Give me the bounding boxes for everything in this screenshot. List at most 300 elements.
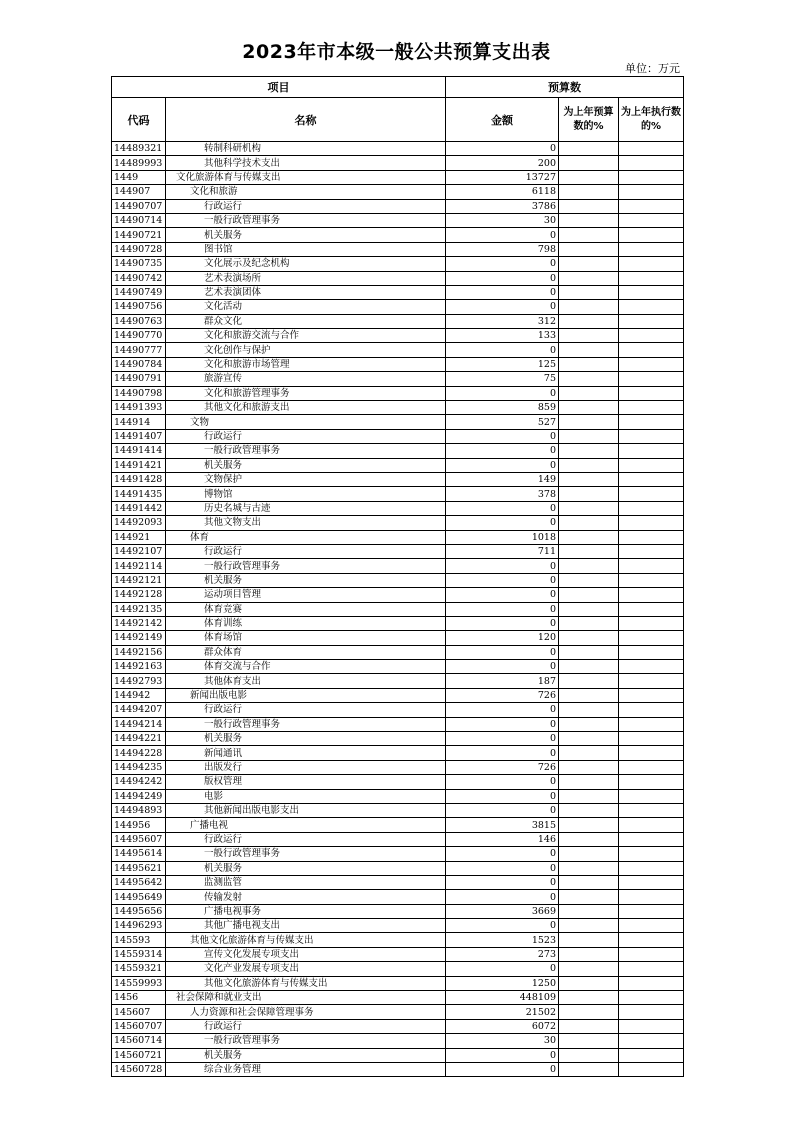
row-pct-budget xyxy=(559,976,619,990)
row-pct-exec xyxy=(619,674,684,688)
table-row xyxy=(112,1048,684,1062)
row-pct-exec xyxy=(619,703,684,717)
row-pct-budget xyxy=(559,933,619,947)
row-name: 行政运行 xyxy=(166,429,446,443)
row-name: 人力资源和社会保障管理事务 xyxy=(166,1005,446,1019)
row-name: 历史名城与古迹 xyxy=(166,501,446,515)
row-amount: 6118 xyxy=(446,185,559,199)
row-amount: 0 xyxy=(446,444,559,458)
table-row xyxy=(112,890,684,904)
row-code: 14490756 xyxy=(112,300,166,314)
table-row xyxy=(112,573,684,587)
row-amount: 200 xyxy=(446,156,559,170)
table-row xyxy=(112,660,684,674)
table-row xyxy=(112,947,684,961)
project-header: 项目 xyxy=(112,77,446,98)
table-row xyxy=(112,501,684,515)
row-amount: 1523 xyxy=(446,933,559,947)
row-pct-budget xyxy=(559,660,619,674)
row-pct-budget xyxy=(559,142,619,156)
row-code: 14560721 xyxy=(112,1048,166,1062)
row-amount: 0 xyxy=(446,861,559,875)
row-code: 14495614 xyxy=(112,847,166,861)
row-pct-exec xyxy=(619,142,684,156)
row-name: 体育训练 xyxy=(166,616,446,630)
table-row xyxy=(112,760,684,774)
row-pct-budget xyxy=(559,861,619,875)
row-code: 14490707 xyxy=(112,199,166,213)
row-pct-exec xyxy=(619,875,684,889)
table-row xyxy=(112,717,684,731)
row-name: 文化旅游体育与传媒支出 xyxy=(166,170,446,184)
table-row xyxy=(112,616,684,630)
row-name: 文化展示及纪念机构 xyxy=(166,257,446,271)
row-name: 其他科学技术支出 xyxy=(166,156,446,170)
row-pct-exec xyxy=(619,357,684,371)
table-row xyxy=(112,832,684,846)
row-amount: 273 xyxy=(446,947,559,961)
row-code: 14494242 xyxy=(112,775,166,789)
row-pct-budget xyxy=(559,890,619,904)
row-code: 14489993 xyxy=(112,156,166,170)
row-pct-budget xyxy=(559,228,619,242)
amount-header: 金额 xyxy=(446,98,559,142)
table-row xyxy=(112,257,684,271)
row-pct-exec xyxy=(619,372,684,386)
row-code: 14490742 xyxy=(112,271,166,285)
row-amount: 146 xyxy=(446,832,559,846)
row-pct-budget xyxy=(559,717,619,731)
table-row xyxy=(112,703,684,717)
row-amount: 0 xyxy=(446,271,559,285)
table-row xyxy=(112,746,684,760)
row-name: 监测监管 xyxy=(166,875,446,889)
row-pct-exec xyxy=(619,257,684,271)
row-code: 1456 xyxy=(112,991,166,1005)
table-row xyxy=(112,588,684,602)
row-pct-exec xyxy=(619,458,684,472)
row-pct-exec xyxy=(619,1005,684,1019)
table-row xyxy=(112,156,684,170)
table-header xyxy=(112,77,684,142)
row-code: 14495621 xyxy=(112,861,166,875)
table-row xyxy=(112,170,684,184)
row-pct-exec xyxy=(619,602,684,616)
row-amount: 0 xyxy=(446,343,559,357)
row-pct-budget xyxy=(559,904,619,918)
row-code: 14494893 xyxy=(112,803,166,817)
row-pct-budget xyxy=(559,487,619,501)
row-amount: 3815 xyxy=(446,818,559,832)
table-row xyxy=(112,789,684,803)
table-row xyxy=(112,818,684,832)
row-pct-exec xyxy=(619,314,684,328)
row-code: 144942 xyxy=(112,688,166,702)
row-name: 转制科研机构 xyxy=(166,142,446,156)
row-code: 14495642 xyxy=(112,875,166,889)
row-amount: 0 xyxy=(446,602,559,616)
row-pct-exec xyxy=(619,631,684,645)
row-amount: 0 xyxy=(446,803,559,817)
table-row xyxy=(112,429,684,443)
row-amount: 0 xyxy=(446,875,559,889)
row-pct-budget xyxy=(559,458,619,472)
row-amount: 0 xyxy=(446,703,559,717)
pct-exec-header: 为上年执行数的% xyxy=(619,98,684,142)
row-pct-budget xyxy=(559,875,619,889)
row-pct-budget xyxy=(559,415,619,429)
row-pct-budget xyxy=(559,401,619,415)
row-amount: 30 xyxy=(446,1034,559,1048)
row-name: 群众文化 xyxy=(166,314,446,328)
table-row xyxy=(112,904,684,918)
row-code: 14492142 xyxy=(112,616,166,630)
table-row xyxy=(112,372,684,386)
row-amount: 120 xyxy=(446,631,559,645)
table-row xyxy=(112,300,684,314)
row-amount: 0 xyxy=(446,142,559,156)
row-amount: 149 xyxy=(446,472,559,486)
row-amount: 187 xyxy=(446,674,559,688)
row-amount: 30 xyxy=(446,213,559,227)
row-pct-exec xyxy=(619,170,684,184)
row-name: 行政运行 xyxy=(166,199,446,213)
row-pct-budget xyxy=(559,285,619,299)
table-row xyxy=(112,185,684,199)
table-row xyxy=(112,688,684,702)
table-row xyxy=(112,271,684,285)
row-amount: 6072 xyxy=(446,1019,559,1033)
row-name: 文化活动 xyxy=(166,300,446,314)
row-name: 文物保护 xyxy=(166,472,446,486)
row-name: 体育场馆 xyxy=(166,631,446,645)
table-row xyxy=(112,847,684,861)
table-row xyxy=(112,732,684,746)
row-code: 14490721 xyxy=(112,228,166,242)
row-pct-budget xyxy=(559,818,619,832)
row-pct-budget xyxy=(559,156,619,170)
row-pct-exec xyxy=(619,386,684,400)
table-row xyxy=(112,875,684,889)
row-code: 1449 xyxy=(112,170,166,184)
row-name: 综合业务管理 xyxy=(166,1063,446,1077)
row-amount: 0 xyxy=(446,588,559,602)
row-code: 14492149 xyxy=(112,631,166,645)
row-pct-budget xyxy=(559,832,619,846)
row-name: 新闻通讯 xyxy=(166,746,446,760)
row-name: 其他文化旅游体育与传媒支出 xyxy=(166,976,446,990)
row-name: 其他广播电视支出 xyxy=(166,919,446,933)
row-pct-exec xyxy=(619,919,684,933)
row-amount: 21502 xyxy=(446,1005,559,1019)
row-code: 14492128 xyxy=(112,588,166,602)
row-amount: 527 xyxy=(446,415,559,429)
row-code: 145593 xyxy=(112,933,166,947)
row-name: 传输发射 xyxy=(166,890,446,904)
row-pct-exec xyxy=(619,1034,684,1048)
row-code: 144956 xyxy=(112,818,166,832)
row-pct-exec xyxy=(619,760,684,774)
code-header: 代码 xyxy=(112,98,166,142)
row-pct-budget xyxy=(559,329,619,343)
row-pct-budget xyxy=(559,732,619,746)
row-pct-budget xyxy=(559,386,619,400)
row-pct-exec xyxy=(619,660,684,674)
row-pct-exec xyxy=(619,933,684,947)
row-pct-budget xyxy=(559,185,619,199)
row-code: 14492156 xyxy=(112,645,166,659)
budget-table xyxy=(111,76,684,1077)
row-amount: 0 xyxy=(446,660,559,674)
row-pct-exec xyxy=(619,415,684,429)
table-row xyxy=(112,1005,684,1019)
table-row xyxy=(112,242,684,256)
row-pct-budget xyxy=(559,616,619,630)
row-name: 行政运行 xyxy=(166,1019,446,1033)
row-name: 艺术表演场所 xyxy=(166,271,446,285)
table-body xyxy=(112,142,684,1077)
row-pct-exec xyxy=(619,573,684,587)
row-code: 14490714 xyxy=(112,213,166,227)
row-amount: 0 xyxy=(446,645,559,659)
table-row xyxy=(112,444,684,458)
table-row xyxy=(112,199,684,213)
row-pct-exec xyxy=(619,501,684,515)
row-pct-exec xyxy=(619,329,684,343)
table-row xyxy=(112,228,684,242)
row-code: 14560707 xyxy=(112,1019,166,1033)
row-code: 14492135 xyxy=(112,602,166,616)
pct-budget-header: 为上年预算数的% xyxy=(559,98,619,142)
row-name: 其他新闻出版电影支出 xyxy=(166,803,446,817)
row-name: 机关服务 xyxy=(166,573,446,587)
table-row xyxy=(112,357,684,371)
row-code: 14559321 xyxy=(112,962,166,976)
row-name: 一般行政管理事务 xyxy=(166,847,446,861)
row-pct-exec xyxy=(619,789,684,803)
row-code: 144907 xyxy=(112,185,166,199)
row-name: 机关服务 xyxy=(166,458,446,472)
row-code: 14491442 xyxy=(112,501,166,515)
row-code: 14494207 xyxy=(112,703,166,717)
table-row xyxy=(112,803,684,817)
row-name: 文化产业发展专项支出 xyxy=(166,962,446,976)
budget-header: 预算数 xyxy=(446,77,684,98)
row-amount: 0 xyxy=(446,746,559,760)
row-code: 14491428 xyxy=(112,472,166,486)
row-name: 体育 xyxy=(166,530,446,544)
row-amount: 0 xyxy=(446,285,559,299)
row-pct-exec xyxy=(619,976,684,990)
row-pct-exec xyxy=(619,861,684,875)
row-name: 旅游宣传 xyxy=(166,372,446,386)
row-amount: 13727 xyxy=(446,170,559,184)
row-code: 14490777 xyxy=(112,343,166,357)
row-amount: 798 xyxy=(446,242,559,256)
row-pct-budget xyxy=(559,746,619,760)
row-name: 行政运行 xyxy=(166,544,446,558)
table-row xyxy=(112,933,684,947)
row-pct-budget xyxy=(559,947,619,961)
row-pct-budget xyxy=(559,1048,619,1062)
row-pct-budget xyxy=(559,429,619,443)
row-amount: 0 xyxy=(446,919,559,933)
row-name: 出版发行 xyxy=(166,760,446,774)
row-code: 14492121 xyxy=(112,573,166,587)
table-row xyxy=(112,415,684,429)
row-name: 文化和旅游管理事务 xyxy=(166,386,446,400)
row-pct-exec xyxy=(619,947,684,961)
row-pct-exec xyxy=(619,717,684,731)
row-name: 文化创作与保护 xyxy=(166,343,446,357)
row-name: 广播电视 xyxy=(166,818,446,832)
row-name: 运动项目管理 xyxy=(166,588,446,602)
row-amount: 0 xyxy=(446,559,559,573)
name-header: 名称 xyxy=(166,98,446,142)
row-code: 14491393 xyxy=(112,401,166,415)
row-name: 其他文化旅游体育与传媒支出 xyxy=(166,933,446,947)
row-pct-budget xyxy=(559,760,619,774)
row-name: 机关服务 xyxy=(166,228,446,242)
row-pct-budget xyxy=(559,559,619,573)
table-row xyxy=(112,142,684,156)
row-amount: 133 xyxy=(446,329,559,343)
row-code: 14491414 xyxy=(112,444,166,458)
row-pct-exec xyxy=(619,832,684,846)
row-pct-exec xyxy=(619,343,684,357)
row-name: 文物 xyxy=(166,415,446,429)
row-pct-budget xyxy=(559,588,619,602)
row-pct-budget xyxy=(559,789,619,803)
row-code: 14492093 xyxy=(112,516,166,530)
table-row xyxy=(112,343,684,357)
row-pct-budget xyxy=(559,242,619,256)
row-pct-budget xyxy=(559,357,619,371)
row-amount: 0 xyxy=(446,458,559,472)
row-pct-budget xyxy=(559,919,619,933)
table-row xyxy=(112,631,684,645)
row-amount: 0 xyxy=(446,386,559,400)
row-pct-budget xyxy=(559,645,619,659)
row-pct-budget xyxy=(559,847,619,861)
row-name: 机关服务 xyxy=(166,732,446,746)
table-row xyxy=(112,516,684,530)
row-pct-exec xyxy=(619,472,684,486)
row-name: 其他文化和旅游支出 xyxy=(166,401,446,415)
row-amount: 1018 xyxy=(446,530,559,544)
row-code: 144914 xyxy=(112,415,166,429)
row-pct-budget xyxy=(559,1019,619,1033)
row-amount: 0 xyxy=(446,717,559,731)
row-amount: 0 xyxy=(446,516,559,530)
row-pct-budget xyxy=(559,213,619,227)
table-row xyxy=(112,962,684,976)
row-pct-budget xyxy=(559,703,619,717)
row-name: 艺术表演团体 xyxy=(166,285,446,299)
row-pct-budget xyxy=(559,372,619,386)
row-code: 14494214 xyxy=(112,717,166,731)
table-row xyxy=(112,314,684,328)
row-name: 一般行政管理事务 xyxy=(166,559,446,573)
row-pct-exec xyxy=(619,185,684,199)
row-name: 体育交流与合作 xyxy=(166,660,446,674)
row-pct-budget xyxy=(559,472,619,486)
table-row xyxy=(112,645,684,659)
table-row xyxy=(112,674,684,688)
row-amount: 448109 xyxy=(446,991,559,1005)
row-amount: 726 xyxy=(446,760,559,774)
row-name: 新闻出版电影 xyxy=(166,688,446,702)
row-amount: 0 xyxy=(446,890,559,904)
table-row xyxy=(112,1063,684,1077)
table-row xyxy=(112,976,684,990)
row-name: 群众体育 xyxy=(166,645,446,659)
row-pct-budget xyxy=(559,674,619,688)
row-pct-exec xyxy=(619,775,684,789)
row-code: 14492114 xyxy=(112,559,166,573)
row-pct-exec xyxy=(619,962,684,976)
table-row xyxy=(112,861,684,875)
row-pct-exec xyxy=(619,213,684,227)
row-pct-exec xyxy=(619,746,684,760)
row-code: 14490798 xyxy=(112,386,166,400)
row-code: 14494221 xyxy=(112,732,166,746)
row-amount: 0 xyxy=(446,501,559,515)
row-pct-exec xyxy=(619,991,684,1005)
table-row xyxy=(112,329,684,343)
row-name: 一般行政管理事务 xyxy=(166,1034,446,1048)
row-pct-exec xyxy=(619,688,684,702)
table-row xyxy=(112,472,684,486)
row-amount: 3669 xyxy=(446,904,559,918)
row-amount: 312 xyxy=(446,314,559,328)
row-pct-exec xyxy=(619,818,684,832)
row-code: 14492793 xyxy=(112,674,166,688)
table-row xyxy=(112,530,684,544)
row-pct-exec xyxy=(619,156,684,170)
row-code: 14490763 xyxy=(112,314,166,328)
row-code: 14490770 xyxy=(112,329,166,343)
row-pct-exec xyxy=(619,429,684,443)
row-amount: 0 xyxy=(446,257,559,271)
row-name: 机关服务 xyxy=(166,1048,446,1062)
row-name: 文化和旅游交流与合作 xyxy=(166,329,446,343)
row-pct-exec xyxy=(619,300,684,314)
table-row xyxy=(112,458,684,472)
row-code: 145607 xyxy=(112,1005,166,1019)
row-pct-exec xyxy=(619,199,684,213)
table-row xyxy=(112,775,684,789)
page-title: 2023年市本级一般公共预算支出表 xyxy=(242,41,551,63)
row-amount: 0 xyxy=(446,1048,559,1062)
row-code: 14491421 xyxy=(112,458,166,472)
row-amount: 0 xyxy=(446,775,559,789)
row-pct-exec xyxy=(619,544,684,558)
row-name: 一般行政管理事务 xyxy=(166,717,446,731)
row-pct-budget xyxy=(559,962,619,976)
row-code: 14490749 xyxy=(112,285,166,299)
row-pct-exec xyxy=(619,530,684,544)
row-amount: 378 xyxy=(446,487,559,501)
row-amount: 0 xyxy=(446,789,559,803)
row-pct-budget xyxy=(559,775,619,789)
row-pct-budget xyxy=(559,444,619,458)
row-pct-exec xyxy=(619,645,684,659)
row-code: 14492163 xyxy=(112,660,166,674)
row-name: 文化和旅游 xyxy=(166,185,446,199)
row-code: 14494228 xyxy=(112,746,166,760)
row-name: 社会保障和就业支出 xyxy=(166,991,446,1005)
